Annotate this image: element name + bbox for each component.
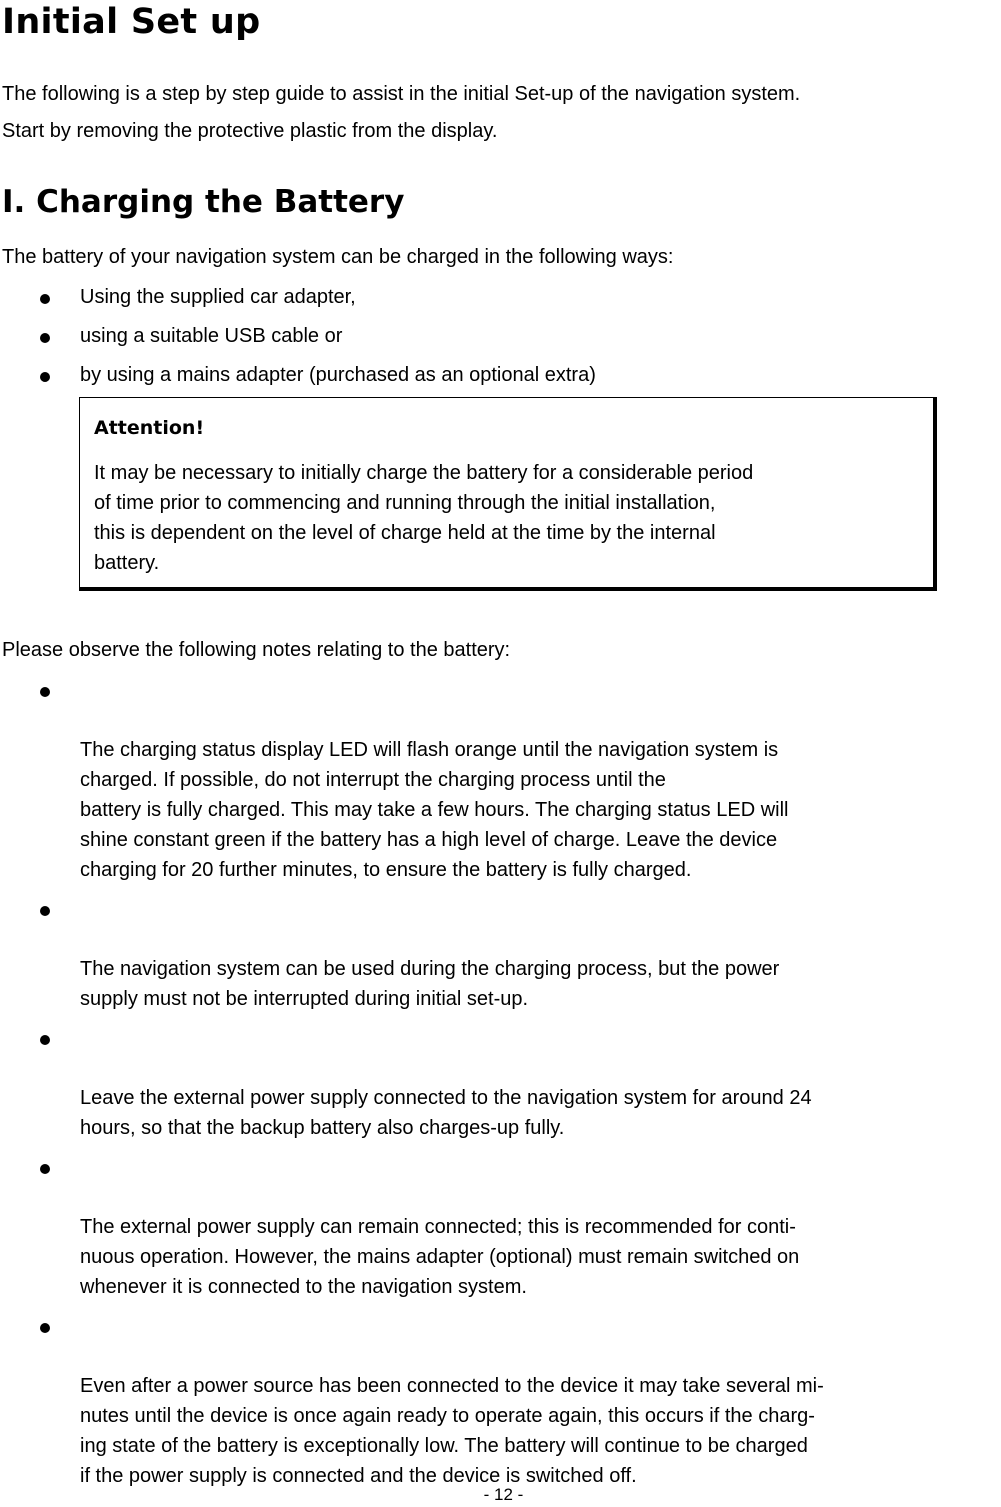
list-item: [0, 894, 1001, 1014]
intro-line-1: The following is a step by step guide to assist in the initial Set-up of the navigation system.: [2, 83, 801, 105]
list-item: [0, 1152, 1001, 1302]
list-item: [0, 675, 1001, 885]
list-item-text: Leave the external power supply connected to the navigation system for around 24 hours, so that the backup battery also charges-up fully.: [80, 1087, 812, 1139]
list-item-text: The external power supply can remain connected; this is recommended for conti- nuous operation. However, the mains adapter (optional) must remain switched on whenever it is connected to the navigation system.: [80, 1216, 800, 1298]
bullet-icon: [40, 906, 50, 916]
page-number: - 12 -: [483, 1485, 524, 1504]
section-title: I. Charging the Battery: [2, 184, 405, 220]
list-item: [0, 1023, 1001, 1143]
attention-title: Attention!: [94, 417, 205, 439]
bullet-icon: [40, 333, 50, 343]
list-item: [0, 360, 1001, 399]
list-item: [0, 1311, 1001, 1491]
bullet-icon: [40, 1323, 50, 1333]
list-item-text: using a suitable USB cable or: [80, 325, 343, 347]
bullet-icon: [40, 687, 50, 697]
list-item: [0, 321, 1001, 360]
intro-line-2: Start by removing the protective plastic from the display.: [2, 120, 498, 142]
list-item-text: Even after a power source has been connected to the device it may take several mi- nutes until the device is once again ready to operate again, this occurs if the charg- ing state of the battery is exceptionally low. The battery will continue to be charged if the power supply is connected and the device is switched off.: [80, 1375, 824, 1487]
page-title: Initial Set up: [2, 2, 261, 42]
battery-notes-list: [0, 675, 1001, 1500]
bullet-icon: [40, 372, 50, 382]
list-item: [0, 282, 1001, 321]
notes-lead: Please observe the following notes relating to the battery:: [2, 639, 511, 661]
list-item-text: Using the supplied car adapter,: [80, 286, 356, 308]
section-lead: The battery of your navigation system can be charged in the following ways:: [2, 246, 674, 268]
list-item-text: by using a mains adapter (purchased as an optional extra): [80, 364, 596, 386]
bullet-icon: [40, 1164, 50, 1174]
list-item-text: The charging status display LED will flash orange until the navigation system is charged. If possible, do not interrupt the charging process until the battery is fully charged. This may take a few hours. The charging status LED will shine constant green if the battery has a high level of charge. Leave the device charging for 20 further minutes, to ensure the battery is fully charged.: [80, 739, 789, 881]
bullet-icon: [40, 294, 50, 304]
attention-box: [79, 397, 937, 591]
bullet-icon: [40, 1035, 50, 1045]
attention-body: It may be necessary to initially charge the battery for a considerable period of time prior to commencing and running through the initial installation, this is dependent on the level of charge held at the time by the internal battery.: [94, 462, 754, 574]
list-item-text: The navigation system can be used during the charging process, but the power supply must not be interrupted during initial set-up.: [80, 958, 780, 1010]
charging-methods-list: [0, 282, 1001, 399]
